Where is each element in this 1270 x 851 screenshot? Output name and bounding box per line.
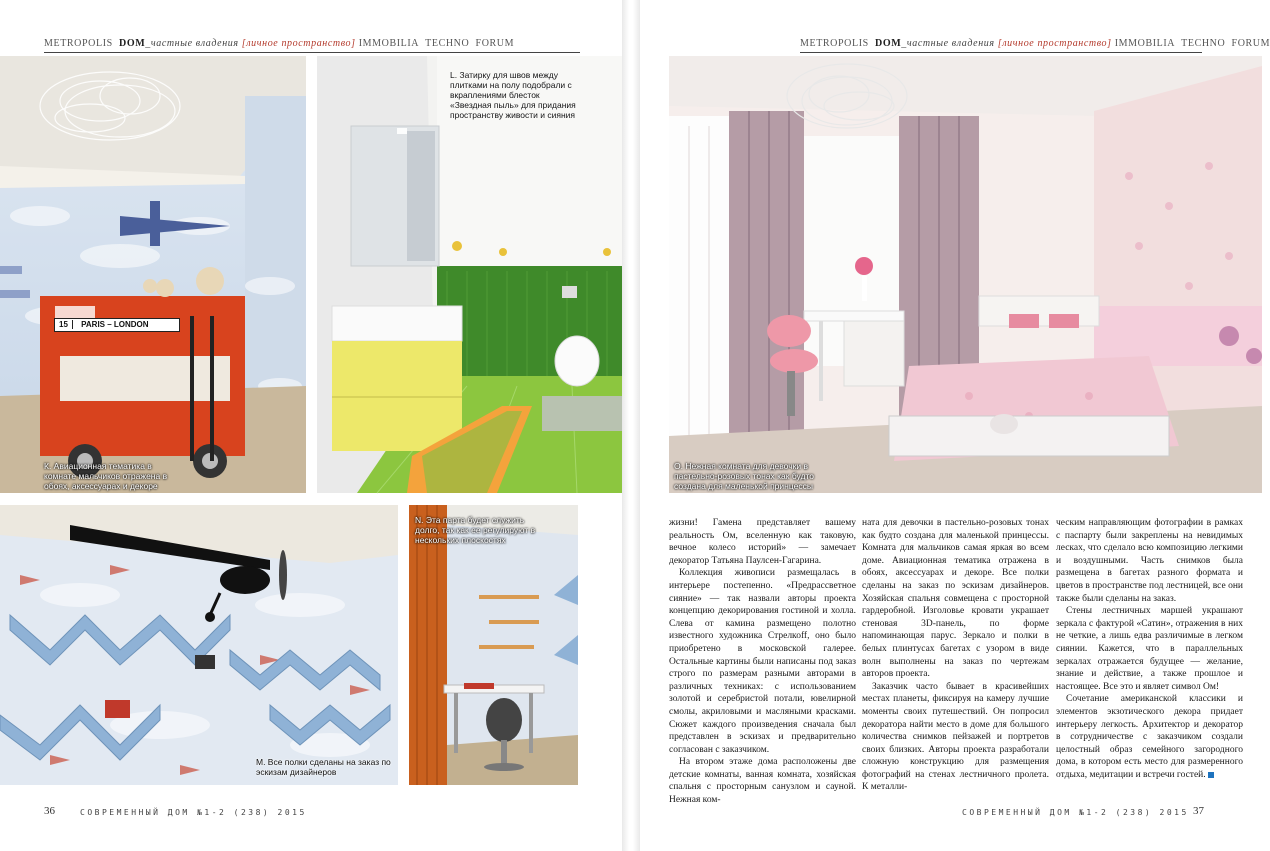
spine-gutter [622,0,640,851]
girls-room-illustration [669,56,1262,493]
header-rule [44,52,580,53]
article-paragraph: жизни! Гамена представляет вашему реальность Ом, вселенную как таковую, вечное колесо историй» — замечает декоратор Татьяна Паулсен-Гагарина. [669,518,856,566]
header-section: FORUM [475,38,515,49]
shelves-illustration [0,505,398,785]
photo-zigzag-shelves [0,505,398,785]
article-paragraph: Коллекция живописи размещалась в интерьере постепенно. «Предрассветное сияние» — так назвали авторы проекта концепцию декорирования гостиной и холла. Слева от камина размещено полотно известного художника Стрелкоff, оно было приобретено в московской галерее. Остальные картины были написаны под заказ строго по размерам разными авторами в различных техниках: с использованием золотой и серебристой потали, ювелирной смолы, акриловыми и масляными красками. Сюжет каждого произведения сначала был представлен в эскизах и предварительно согласован с заказчиком. [669,568,856,755]
running-header [800,38,1270,49]
article-column-2 [862,517,1049,794]
header-subsection: _частные владения [145,38,239,49]
boys-room-illustration [0,56,306,493]
header-section: IMMOBILIA [358,38,420,49]
article-paragraph: Стены лестничных маршей украшают зеркала с фактурой «Сатин», отражения в них не четкие, а лишь едва различимые в легком сиянии. Кажется, что в параллельных зеркалах отражается будущее — желание, знание и действие, а также прошлое и настоящее. Все это и являет символ Ом! [1056,606,1243,692]
article-paragraph: Заказчик часто бывает в красивейших местах планеты, фиксируя на камеру лучшие моменты своих путешествий. Он попросил декоратора найти место в доме для большого количества снимков пейзажей и портретов своих близких. Авторы проекта разработали сложную конструкцию для размещения фотографий на стенах лестничного пролета. К металли- [862,681,1049,793]
footer-magazine-title-left: СОВРЕМЕННЫЙ ДОМ №1-2 (238) 2015 [80,808,307,817]
bus-number: 15 [55,320,73,329]
article-paragraph: На втором этаже дома расположены две детские комнаты, ванная комната, хозяйская спальня с просторным санузлом и сауной. Нежная ком- [669,757,856,806]
page-number-left: 36 [44,805,55,817]
header-section-dom: DOM [119,38,146,49]
right-page [640,0,1270,851]
photo-bathroom [317,56,624,493]
left-page [0,0,622,851]
article-paragraph: Сочетание американской классики и элементов экзотического декора придает интерьеру легкость. Архитектор и декоратор в сотрудничестве с заказчиком создали целостный образ семейного загородного дома, в котором есть место для размеренного отдыха, медитации и встречи гостей. [1056,694,1243,780]
caption-o: O. Нежная комната для девочки в пастельно-розовых тонах как будто создана для маленькой принцессы [674,461,814,491]
desk-illustration [409,505,578,785]
article-column-3 [1056,517,1243,781]
caption-n: N. Эта парта будет служить долго, так как ее регулируют в нескольких плоскостях [415,515,536,545]
bus-route-sign [54,318,180,332]
header-section: METROPOLIS [44,38,113,49]
caption-m: M. Все полки сделаны на заказ по эскизам дизайнеров [256,757,391,777]
bathroom-illustration [317,56,624,493]
article-paragraph: ната для девочки в пастельно-розовых тонах как будто создана для маленькой принцессы. Комната для мальчиков самая яркая во всем доме. Авиационная тематика отражена в обоях, аксессуарах и декоре. Все полки сделаны на заказ по эскизам дизайнеров. Хозяйская спальня совмещена с просторной гардеробной. Изголовье кровати украшает стеновая 3D-панель, по форме напоминающая парус. Зеркало и полки в белых плинтусах багетах с узором в виде волн выполнены на заказ по чертежам авторов проекта. [862,518,1049,680]
header-section: FORUM [1231,38,1270,49]
header-section-dom: DOM [875,38,902,49]
bus-route-text: PARIS – LONDON [81,320,149,329]
running-header [44,38,514,49]
photo-desk-corner [409,505,578,785]
article-column-1 [669,517,856,807]
article-paragraph: ческим направляющим фотографии в рамках с паспарту были закреплены на невидимых лесках, что сделало всю композицию легкими и воздушными. Часть снимков была размещена в багетах разного формата и цветов в пространстве под лестницей, все они также были сделаны на заказ. [1056,518,1243,604]
page-number-right: 37 [1193,805,1204,817]
header-section: TECHNO [425,38,470,49]
header-current-rubric: [личное пространство] [241,38,356,49]
header-current-rubric: [личное пространство] [997,38,1112,49]
header-section: IMMOBILIA [1114,38,1176,49]
caption-l: L. Затирку для швов между плитками на полу подобрали с вкраплениями блесток «Звездная пыль» для придания пространству живости и сияния [450,70,576,120]
header-section: METROPOLIS [800,38,869,49]
photo-boys-room-bus-bed [0,56,306,493]
footer-magazine-title-right: СОВРЕМЕННЫЙ ДОМ №1-2 (238) 2015 [962,808,1189,817]
header-section: TECHNO [1181,38,1226,49]
article-end-mark [1208,772,1214,778]
photo-girls-room [669,56,1262,493]
header-subsection: _частные владения [901,38,995,49]
caption-k: К. Авиационная тематика в комнате мальчиков отражена в обоях, аксессуарах и декоре [44,461,168,491]
header-rule [800,52,1202,53]
